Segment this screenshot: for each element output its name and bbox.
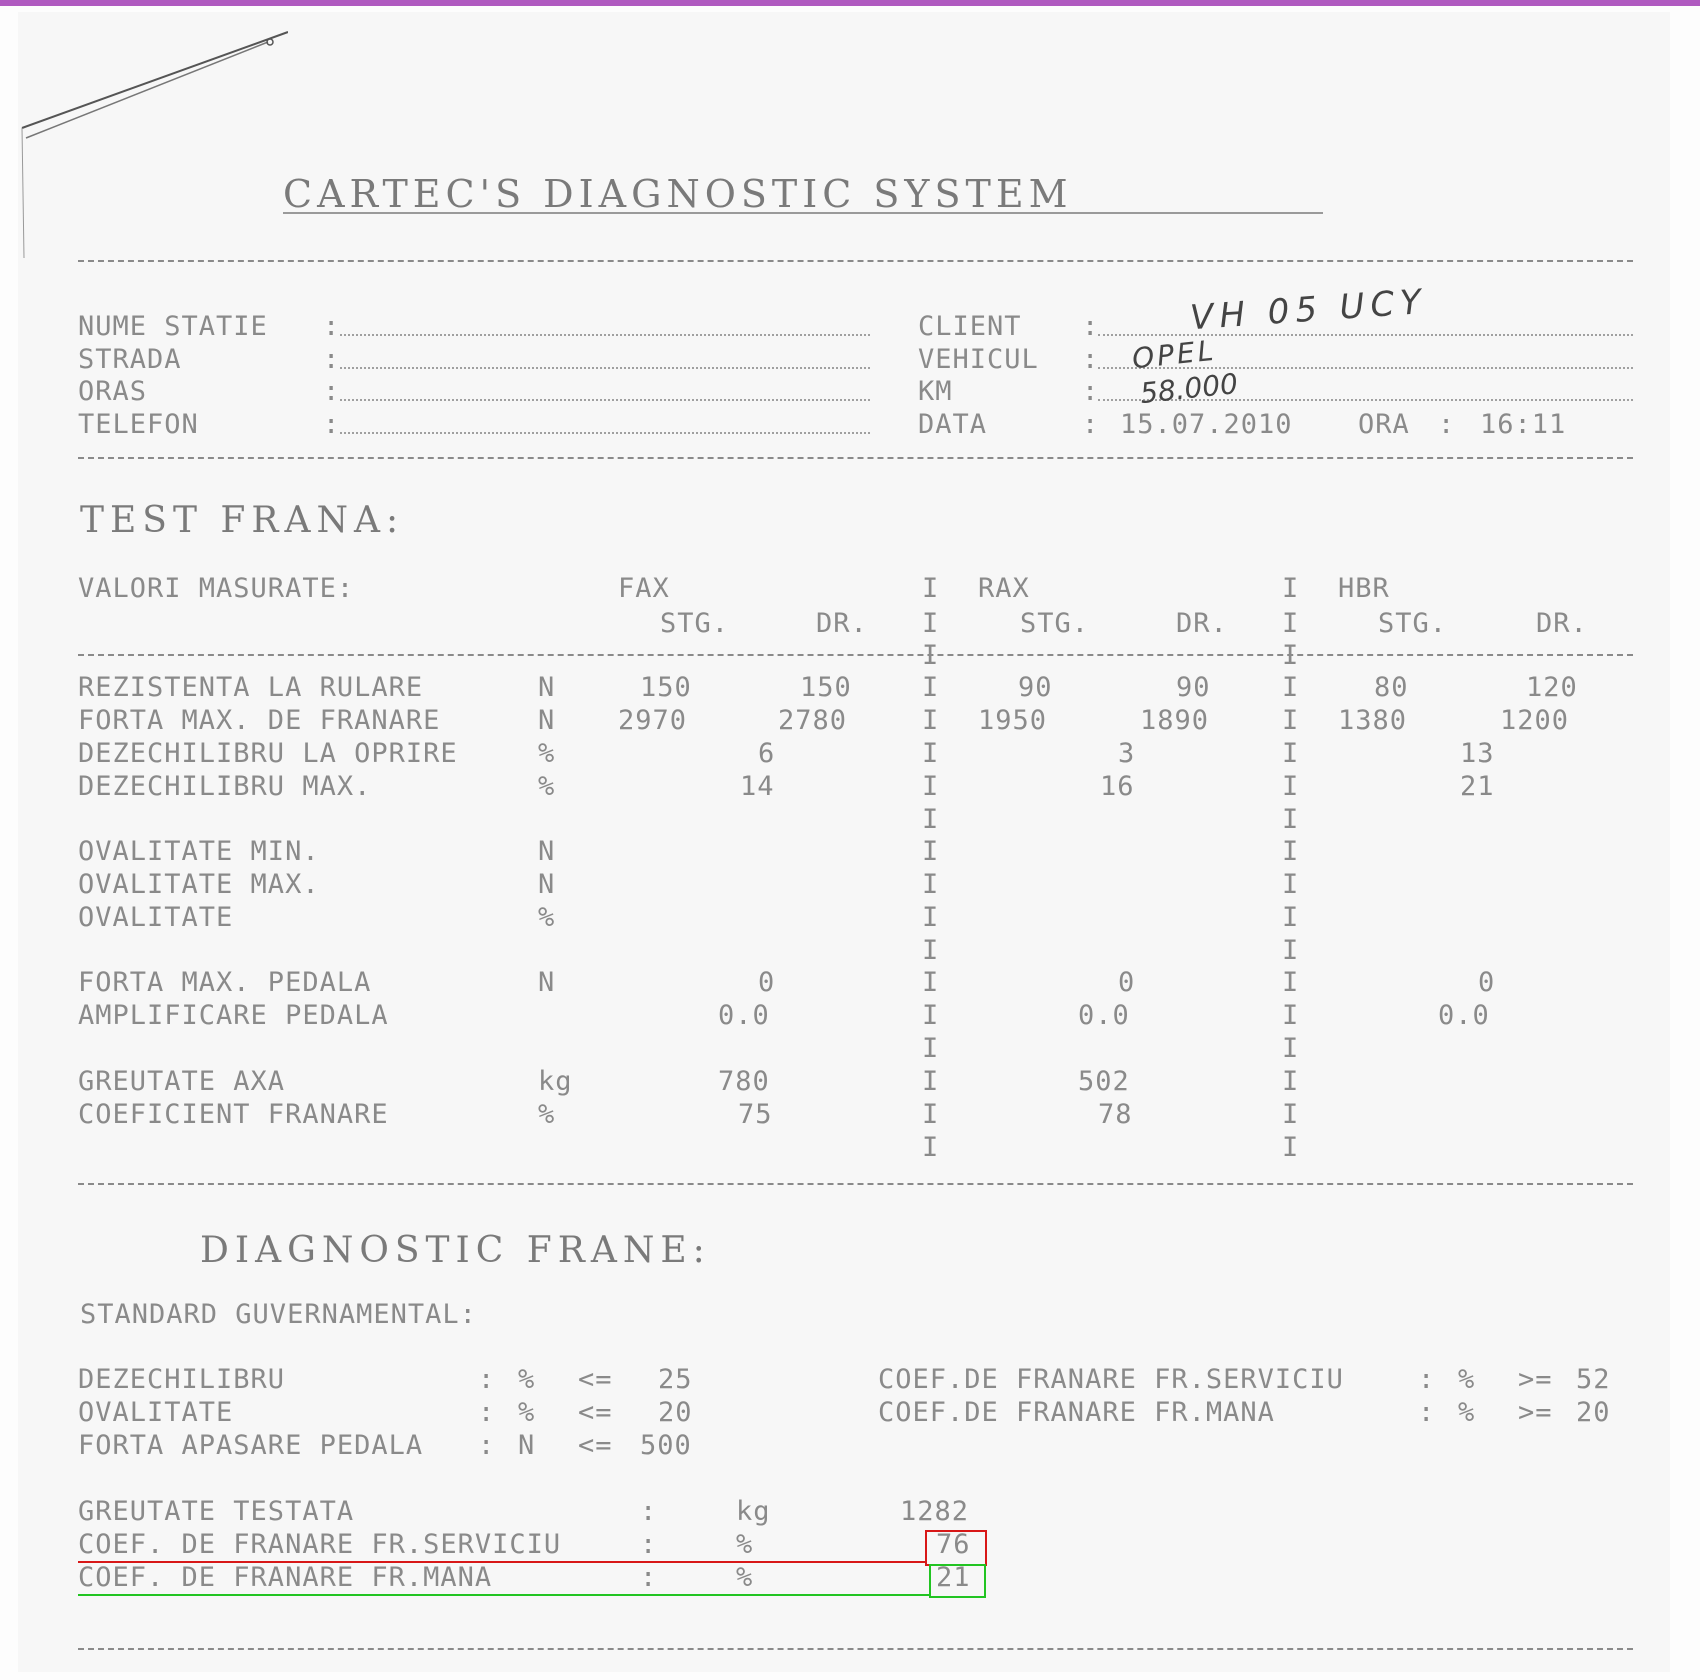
column-separator: I xyxy=(922,869,939,900)
standard-value: 25 xyxy=(658,1364,693,1395)
standard-op: >= xyxy=(1518,1364,1553,1395)
rax-value: 3 xyxy=(1118,738,1136,769)
column-separator: I xyxy=(1282,1099,1299,1130)
row-label: AMPLIFICARE PEDALA xyxy=(78,1000,389,1031)
standard-unit: % xyxy=(1458,1364,1476,1395)
result-unit: kg xyxy=(736,1496,771,1527)
hbr-value: 21 xyxy=(1460,771,1495,802)
client-field xyxy=(1098,334,1633,336)
date-value: 15.07.2010 xyxy=(1120,409,1293,440)
hbr-value: 0 xyxy=(1478,967,1496,998)
service-brake-highlight-box xyxy=(925,1530,987,1566)
result-unit: % xyxy=(736,1562,754,1593)
standard-unit: % xyxy=(518,1397,536,1428)
row-unit: N xyxy=(538,705,556,736)
column-separator: I xyxy=(1282,967,1299,998)
column-separator: I xyxy=(922,967,939,998)
fax-value: 75 xyxy=(738,1099,773,1130)
colon: : xyxy=(323,376,341,407)
vehicle-label: VEHICUL xyxy=(918,344,1039,375)
axle-header-fax: FAX xyxy=(618,573,670,604)
row-label: OVALITATE xyxy=(78,902,234,933)
diagnostic-heading: DIAGNOSTIC FRANE: xyxy=(200,1230,711,1271)
fax-value: 0 xyxy=(758,967,776,998)
side-right-label: DR. xyxy=(1176,608,1228,639)
column-separator: I xyxy=(922,738,939,769)
axle-header-hbr: HBR xyxy=(1338,573,1390,604)
side-left-label: STG. xyxy=(1378,608,1448,639)
separator-line xyxy=(78,457,1633,459)
document-title: CARTEC'S DIAGNOSTIC SYSTEM xyxy=(283,172,1073,216)
time-label: ORA xyxy=(1358,409,1410,440)
rax-right-value: 1890 xyxy=(1140,705,1210,736)
separator-line xyxy=(78,1183,1633,1185)
column-separator: I xyxy=(922,836,939,867)
column-separator: I xyxy=(1282,836,1299,867)
axle-header-rax: RAX xyxy=(978,573,1030,604)
fax-value: 14 xyxy=(740,771,775,802)
result-label: COEF. DE FRANARE FR.MANA xyxy=(78,1562,493,1593)
phone-label: TELEFON xyxy=(78,409,199,440)
standard-op: >= xyxy=(1518,1397,1553,1428)
street-label: STRADA xyxy=(78,344,182,375)
colon: : xyxy=(1082,376,1100,407)
separator-line xyxy=(78,654,1633,656)
column-separator: I xyxy=(1282,608,1299,639)
column-separator: I xyxy=(922,935,939,966)
side-right-label: DR. xyxy=(816,608,868,639)
date-label: DATA xyxy=(918,409,988,440)
city-label: ORAS xyxy=(78,376,148,407)
result-label: COEF. DE FRANARE FR.SERVICIU xyxy=(78,1529,562,1560)
colon: : xyxy=(478,1364,496,1395)
column-separator: I xyxy=(1282,771,1299,802)
standard-label: STANDARD GUVERNAMENTAL: xyxy=(80,1299,477,1330)
column-separator: I xyxy=(1282,573,1299,604)
row-unit: % xyxy=(538,771,556,802)
column-separator: I xyxy=(922,771,939,802)
column-separator: I xyxy=(922,1132,939,1163)
standard-unit: % xyxy=(518,1364,536,1395)
measured-values-label: VALORI MASURATE: xyxy=(78,573,355,604)
standard-op: <= xyxy=(578,1397,613,1428)
standard-item-label: DEZECHILIBRU xyxy=(78,1364,286,1395)
colon: : xyxy=(1082,409,1100,440)
column-separator: I xyxy=(922,672,939,703)
colon: : xyxy=(323,409,341,440)
vehicle-handwritten: OPEL xyxy=(1130,333,1218,376)
service-brake-coef-value: 76 xyxy=(936,1529,971,1560)
row-unit: kg xyxy=(538,1066,573,1097)
fax-value: 780 xyxy=(718,1066,770,1097)
hand-brake-highlight-underline xyxy=(78,1594,931,1596)
side-left-label: STG. xyxy=(660,608,730,639)
column-separator: I xyxy=(1282,672,1299,703)
row-unit: N xyxy=(538,836,556,867)
row-unit: N xyxy=(538,869,556,900)
time-value: 16:11 xyxy=(1480,409,1567,440)
hand-brake-coef-value: 21 xyxy=(936,1562,971,1593)
column-separator: I xyxy=(922,1000,939,1031)
colon: : xyxy=(1418,1364,1436,1395)
column-separator: I xyxy=(922,640,939,671)
column-separator: I xyxy=(1282,705,1299,736)
blank-field xyxy=(340,334,870,336)
km-label: KM xyxy=(918,376,953,407)
row-unit: N xyxy=(538,672,556,703)
rax-value: 0.0 xyxy=(1078,1000,1130,1031)
column-separator: I xyxy=(922,804,939,835)
separator-line xyxy=(78,1648,1633,1650)
standard-item-label: COEF.DE FRANARE FR.SERVICIU xyxy=(878,1364,1344,1395)
km-handwritten: 58.000 xyxy=(1138,366,1240,411)
column-separator: I xyxy=(1282,1066,1299,1097)
row-label: COEFICIENT FRANARE xyxy=(78,1099,389,1130)
standard-item-label: OVALITATE xyxy=(78,1397,234,1428)
result-label: GREUTATE TESTATA xyxy=(78,1496,355,1527)
row-label: GREUTATE AXA xyxy=(78,1066,286,1097)
standard-op: <= xyxy=(578,1430,613,1461)
top-border xyxy=(0,0,1700,6)
hbr-value: 13 xyxy=(1460,738,1495,769)
colon: : xyxy=(1082,344,1100,375)
column-separator: I xyxy=(1282,1000,1299,1031)
fax-value: 6 xyxy=(758,738,776,769)
colon: : xyxy=(478,1430,496,1461)
column-separator: I xyxy=(1282,1033,1299,1064)
colon: : xyxy=(1418,1397,1436,1428)
row-unit: % xyxy=(538,738,556,769)
column-separator: I xyxy=(1282,738,1299,769)
standard-unit: N xyxy=(518,1430,536,1461)
client-label: CLIENT xyxy=(918,311,1022,342)
colon: : xyxy=(1082,311,1100,342)
standard-value: 500 xyxy=(640,1430,692,1461)
rax-left-value: 1950 xyxy=(978,705,1048,736)
standard-item-label: COEF.DE FRANARE FR.MANA xyxy=(878,1397,1275,1428)
colon: : xyxy=(323,311,341,342)
row-label: FORTA MAX. DE FRANARE xyxy=(78,705,441,736)
row-label: DEZECHILIBRU MAX. xyxy=(78,771,372,802)
fax-right-value: 2780 xyxy=(778,705,848,736)
column-separator: I xyxy=(922,608,939,639)
column-separator: I xyxy=(1282,1132,1299,1163)
colon: : xyxy=(640,1529,658,1560)
row-label: REZISTENTA LA RULARE xyxy=(78,672,424,703)
row-label: DEZECHILIBRU LA OPRIRE xyxy=(78,738,458,769)
row-label: FORTA MAX. PEDALA xyxy=(78,967,372,998)
column-separator: I xyxy=(922,1066,939,1097)
tested-weight-value: 1282 xyxy=(900,1496,970,1527)
side-right-label: DR. xyxy=(1536,608,1588,639)
row-unit: % xyxy=(538,902,556,933)
hbr-right-value: 1200 xyxy=(1500,705,1570,736)
fax-left-value: 150 xyxy=(640,672,692,703)
column-separator: I xyxy=(922,902,939,933)
name-label: NUME STATIE xyxy=(78,311,268,342)
column-separator: I xyxy=(1282,804,1299,835)
fax-right-value: 150 xyxy=(800,672,852,703)
blank-field xyxy=(340,432,870,434)
standard-value: 20 xyxy=(658,1397,693,1428)
colon: : xyxy=(640,1496,658,1527)
standard-op: <= xyxy=(578,1364,613,1395)
fax-left-value: 2970 xyxy=(618,705,688,736)
row-unit: N xyxy=(538,967,556,998)
rax-value: 502 xyxy=(1078,1066,1130,1097)
column-separator: I xyxy=(922,573,939,604)
column-separator: I xyxy=(1282,902,1299,933)
blank-field xyxy=(340,399,870,401)
hbr-left-value: 80 xyxy=(1374,672,1409,703)
client-handwritten: VH 05 UCY xyxy=(1188,281,1429,339)
pen-mark xyxy=(18,28,288,258)
side-left-label: STG. xyxy=(1020,608,1090,639)
column-separator: I xyxy=(1282,640,1299,671)
service-brake-highlight-underline xyxy=(78,1561,927,1563)
row-label: OVALITATE MIN. xyxy=(78,836,320,867)
rax-value: 0 xyxy=(1118,967,1136,998)
column-separator: I xyxy=(922,705,939,736)
colon: : xyxy=(478,1397,496,1428)
colon: : xyxy=(1438,409,1456,440)
column-separator: I xyxy=(1282,869,1299,900)
colon: : xyxy=(323,344,341,375)
rax-value: 78 xyxy=(1098,1099,1133,1130)
row-unit: % xyxy=(538,1099,556,1130)
hand-brake-highlight-box xyxy=(929,1564,986,1598)
blank-field xyxy=(340,367,870,369)
fax-value: 0.0 xyxy=(718,1000,770,1031)
rax-left-value: 90 xyxy=(1018,672,1053,703)
standard-unit: % xyxy=(1458,1397,1476,1428)
colon: : xyxy=(640,1562,658,1593)
result-unit: % xyxy=(736,1529,754,1560)
standard-item-label: FORTA APASARE PEDALA xyxy=(78,1430,424,1461)
column-separator: I xyxy=(1282,935,1299,966)
separator-line xyxy=(78,260,1633,262)
hbr-left-value: 1380 xyxy=(1338,705,1408,736)
title-underline xyxy=(283,212,1323,214)
row-label: OVALITATE MAX. xyxy=(78,869,320,900)
hbr-right-value: 120 xyxy=(1526,672,1578,703)
column-separator: I xyxy=(922,1033,939,1064)
rax-value: 16 xyxy=(1100,771,1135,802)
hbr-value: 0.0 xyxy=(1438,1000,1490,1031)
rax-right-value: 90 xyxy=(1176,672,1211,703)
column-separator: I xyxy=(922,1099,939,1130)
standard-value: 52 xyxy=(1576,1364,1611,1395)
brake-test-heading: TEST FRANA: xyxy=(80,500,405,541)
standard-value: 20 xyxy=(1576,1397,1611,1428)
